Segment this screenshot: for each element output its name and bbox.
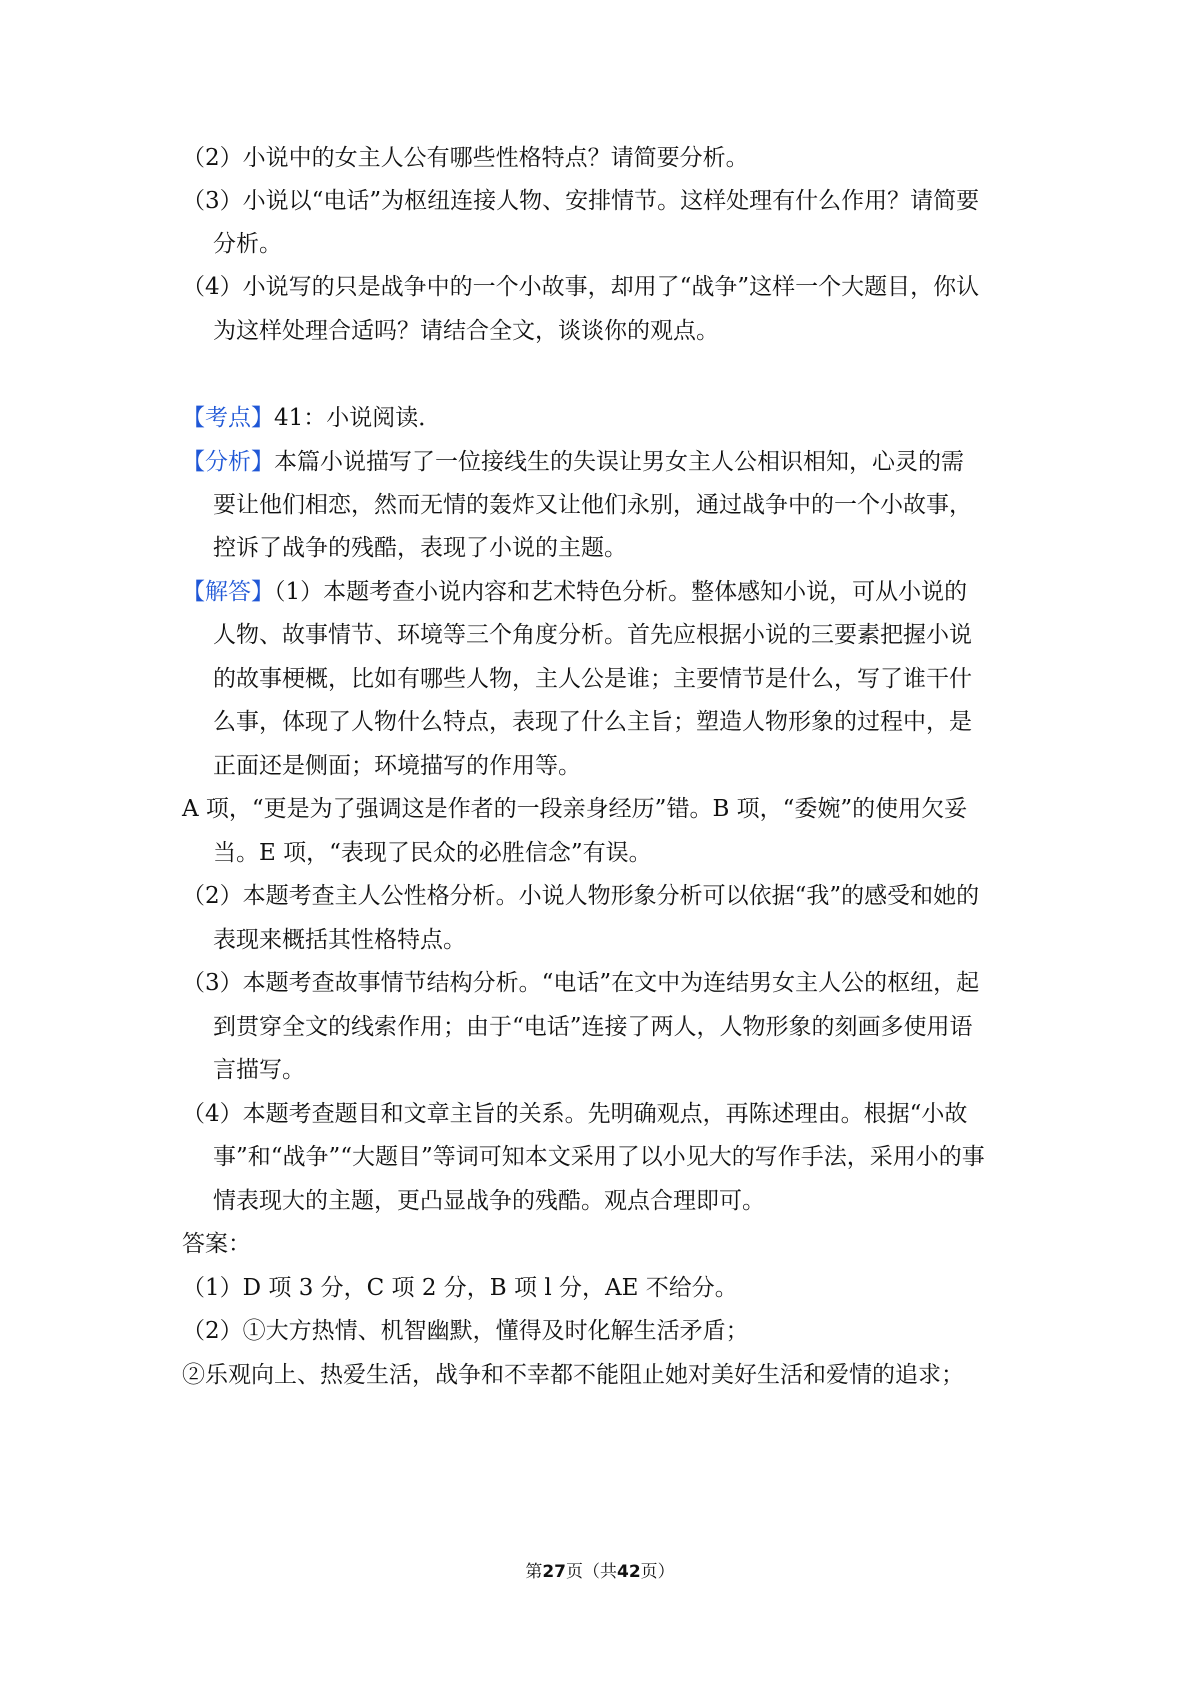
question-4-line-1: （4）小说写的只是战争中的一个小故事，却用了“战争”这样一个大题目，你认 [182, 274, 980, 300]
fenxi-line-3: 控诉了战争的残酷，表现了小说的主题。 [213, 535, 627, 561]
question-4-line-2: 为这样处理合适吗？请结合全文，谈谈你的观点。 [213, 318, 719, 344]
footer-total-pages: 42 [617, 1562, 641, 1582]
analysis-4-line-2: 事”和“战争”“大题目”等词可知本文采用了以小见大的写作手法，采用小的事 [213, 1144, 985, 1170]
analysis-2-line-1: （2）本题考查主人公性格分析。小说人物形象分析可以依据“我”的感受和她的 [182, 883, 980, 909]
jieda-line-5: 正面还是侧面；环境描写的作用等。 [213, 753, 581, 779]
fenxi-line-1 [182, 447, 1042, 477]
answer-1: （1）D 项 3 分，C 项 2 分，B 项 l 分，AE 不给分。 [182, 1275, 738, 1301]
option-a-line-1: A 项，“更是为了强调这是作者的一段亲身经历”错。B 项，“委婉”的使用欠妥 [182, 796, 968, 822]
analysis-4-line-1: （4）本题考查题目和文章主旨的关系。先明确观点，再陈述理由。根据“小故 [182, 1101, 968, 1127]
question-2: （2）小说中的女主人公有哪些性格特点？请简要分析。 [182, 145, 749, 171]
kaodian-tag: 【考点】 [182, 405, 274, 431]
analysis-3-line-3: 言描写。 [213, 1057, 305, 1083]
analysis-3-line-1: （3）本题考查故事情节结构分析。“电话”在文中为连结男女主人公的枢纽，起 [182, 970, 980, 996]
jieda-text-1: （1）本题考查小说内容和艺术特色分析。整体感知小说，可从小说的 [274, 579, 968, 605]
jieda-tag: 【解答】 [182, 579, 274, 605]
footer-page-number: 27 [542, 1562, 566, 1582]
answer-2: （2）①大方热情、机智幽默，懂得及时化解生活矛盾； [182, 1318, 749, 1344]
question-3-line-2: 分析。 [213, 231, 282, 257]
page-footer [0, 1561, 1200, 1583]
kaodian-text: 41：小说阅读． [274, 405, 442, 431]
kaodian-line [182, 403, 1042, 433]
footer-middle: 页（共 [566, 1562, 617, 1582]
jieda-line-1 [182, 577, 1042, 607]
fenxi-tag: 【分析】 [182, 449, 274, 475]
footer-suffix: 页） [640, 1562, 675, 1582]
footer-prefix: 第 [525, 1562, 543, 1582]
analysis-4-line-3: 情表现大的主题，更凸显战争的残酷。观点合理即可。 [213, 1188, 765, 1214]
option-a-line-2: 当。E 项，“表现了民众的必胜信念”有误。 [213, 840, 652, 866]
jieda-line-4: 么事，体现了人物什么特点，表现了什么主旨；塑造人物形象的过程中，是 [213, 709, 972, 735]
jieda-line-3: 的故事梗概，比如有哪些人物，主人公是谁；主要情节是什么，写了谁干什 [213, 666, 972, 692]
analysis-2-line-2: 表现来概括其性格特点。 [213, 927, 466, 953]
jieda-line-2: 人物、故事情节、环境等三个角度分析。首先应根据小说的三要素把握小说 [213, 622, 972, 648]
fenxi-text-1: 本篇小说描写了一位接线生的失误让男女主人公相识相知，心灵的需 [274, 449, 964, 475]
question-3-line-1: （3）小说以“电话”为枢纽连接人物、安排情节。这样处理有什么作用？请简要 [182, 188, 980, 214]
fenxi-line-2: 要让他们相恋，然而无情的轰炸又让他们永别，通过战争中的一个小故事， [213, 492, 972, 518]
answer-3: ②乐观向上、热爱生活，战争和不幸都不能阻止她对美好生活和爱情的追求； [182, 1362, 964, 1388]
analysis-3-line-2: 到贯穿全文的线索作用；由于“电话”连接了两人，人物形象的刻画多使用语 [213, 1014, 973, 1040]
answer-label: 答案： [182, 1231, 251, 1257]
